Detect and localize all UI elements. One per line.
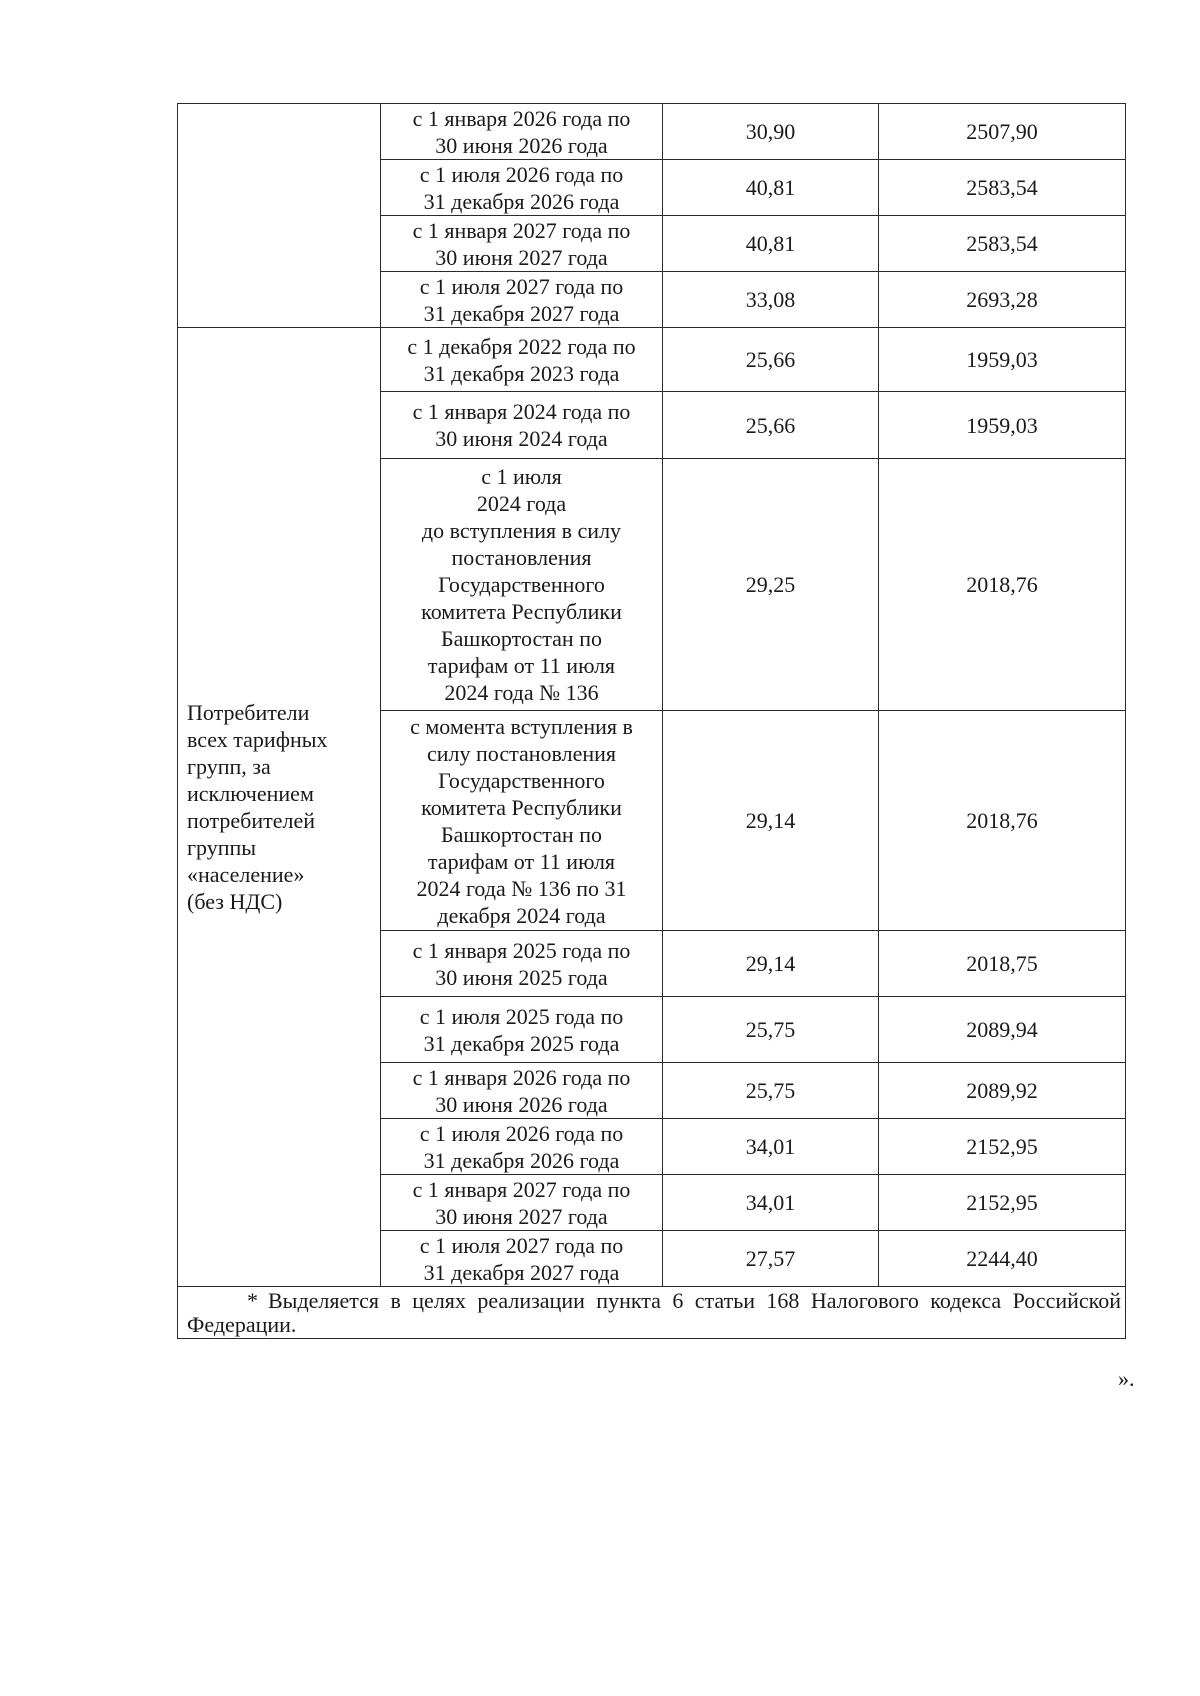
value-a-cell: 29,14 <box>663 931 879 997</box>
period-line: 31 декабря 2026 года <box>423 1147 620 1173</box>
table-row <box>178 328 1126 392</box>
period-cell <box>381 711 663 931</box>
period-cell <box>381 1063 663 1119</box>
period-line: Государственного <box>438 572 605 597</box>
period-line: с 1 июля 2027 года по <box>419 273 624 299</box>
period-line: Башкортостан по <box>441 821 602 847</box>
value-b-cell: 2089,92 <box>879 1063 1126 1119</box>
period-line: 30 июня 2024 года <box>435 426 608 451</box>
value-a-cell: 25,66 <box>663 392 879 459</box>
period-line: 30 июня 2027 года <box>435 1203 608 1229</box>
value-a-cell: 27,57 <box>663 1231 879 1287</box>
period-cell <box>381 1119 663 1175</box>
period-line: 31 декабря 2027 года <box>423 300 620 326</box>
value-a-cell: 30,90 <box>663 104 879 160</box>
value-a-cell: 40,81 <box>663 216 879 272</box>
value-b-cell: 2507,90 <box>879 104 1126 160</box>
value-a-cell: 34,01 <box>663 1119 879 1175</box>
period-line: с 1 января 2025 года по <box>412 937 631 963</box>
period-line: комитета Республики <box>421 599 622 624</box>
consumer-group-line: всех тарифных <box>187 727 328 752</box>
period-cell <box>381 997 663 1063</box>
value-b-cell: 2018,76 <box>879 459 1126 711</box>
period-line: до вступления в силу <box>421 518 622 543</box>
consumer-group-line: потребителей <box>187 808 315 833</box>
period-line: с 1 января 2026 года по <box>412 1064 631 1090</box>
tariff-table <box>177 103 1126 1339</box>
period-cell <box>381 104 663 160</box>
period-line: 31 декабря 2027 года <box>423 1259 620 1285</box>
footnote-text: Выделяется в целях реализации пункта 6 статьи 168 Налогового кодекса Российской Федерации. <box>187 1287 1121 1337</box>
period-line: с момента вступления в <box>410 713 633 739</box>
consumer-group-cell <box>178 328 381 1287</box>
period-line: 2024 года <box>476 491 567 516</box>
value-b-cell: 2152,95 <box>879 1119 1126 1175</box>
period-cell <box>381 216 663 272</box>
period-line: 2024 года № 136 по 31 <box>416 875 627 901</box>
value-b-cell: 2693,28 <box>879 272 1126 328</box>
consumer-group-line: группы <box>187 835 257 860</box>
period-line: с 1 июля 2027 года по <box>419 1232 624 1258</box>
period-line: Башкортостан по <box>441 626 602 651</box>
consumer-group-line: Потребители <box>187 700 310 725</box>
footnote-marker: * <box>247 1287 258 1313</box>
period-line: 30 июня 2026 года <box>435 132 608 158</box>
period-line: с 1 декабря 2022 года по <box>407 333 636 359</box>
period-line: комитета Республики <box>421 794 622 820</box>
table-row <box>178 104 1126 160</box>
value-b-cell: 2244,40 <box>879 1231 1126 1287</box>
period-line: Государственного <box>438 767 605 793</box>
value-a-cell: 33,08 <box>663 272 879 328</box>
value-b-cell: 2018,76 <box>879 711 1126 931</box>
value-a-cell: 29,14 <box>663 711 879 931</box>
period-line: 31 декабря 2026 года <box>423 188 620 214</box>
period-line: тарифам от 11 июля <box>427 653 616 678</box>
value-b-cell: 2152,95 <box>879 1175 1126 1231</box>
value-b-cell: 2583,54 <box>879 216 1126 272</box>
period-cell <box>381 328 663 392</box>
period-cell <box>381 392 663 459</box>
consumer-group-line: групп, за <box>187 754 271 779</box>
consumer-group-line: «население» <box>187 862 305 887</box>
footnote-cell <box>178 1287 1126 1339</box>
value-b-cell: 2018,75 <box>879 931 1126 997</box>
value-b-cell: 1959,03 <box>879 392 1126 459</box>
period-cell <box>381 272 663 328</box>
period-cell <box>381 931 663 997</box>
period-line: с 1 июля 2026 года по <box>419 161 624 187</box>
period-line: 30 июня 2025 года <box>435 964 608 990</box>
period-line: 2024 года № 136 <box>444 680 599 705</box>
consumer-group-line: (без НДС) <box>187 889 283 914</box>
value-a-cell: 25,75 <box>663 1063 879 1119</box>
period-cell <box>381 1175 663 1231</box>
value-b-cell: 2583,54 <box>879 160 1126 216</box>
period-line: декабря 2024 года <box>437 902 606 928</box>
value-a-cell: 34,01 <box>663 1175 879 1231</box>
period-line: с 1 января 2027 года по <box>412 217 631 243</box>
period-line: тарифам от 11 июля <box>427 848 616 874</box>
period-line: с 1 июля 2025 года по <box>419 1003 624 1029</box>
consumer-group-cell <box>178 104 381 328</box>
period-cell <box>381 160 663 216</box>
period-cell <box>381 459 663 711</box>
period-line: постановления <box>451 545 592 570</box>
value-a-cell: 29,25 <box>663 459 879 711</box>
period-line: 31 декабря 2025 года <box>423 1030 620 1056</box>
period-line: с 1 июля <box>481 464 562 489</box>
period-line: силу постановления <box>426 740 617 766</box>
period-line: с 1 января 2027 года по <box>412 1176 631 1202</box>
period-line: 30 июня 2026 года <box>435 1091 608 1117</box>
footnote-row <box>178 1287 1126 1339</box>
value-a-cell: 25,66 <box>663 328 879 392</box>
value-a-cell: 40,81 <box>663 160 879 216</box>
tariff-table-body <box>178 104 1126 1339</box>
period-line: 31 декабря 2023 года <box>423 360 620 386</box>
value-b-cell: 1959,03 <box>879 328 1126 392</box>
closing-mark: ». <box>1118 1366 1135 1391</box>
period-line: 30 июня 2027 года <box>435 244 608 270</box>
value-a-cell: 25,75 <box>663 997 879 1063</box>
period-line: с 1 июля 2026 года по <box>419 1120 624 1146</box>
value-b-cell: 2089,94 <box>879 997 1126 1063</box>
consumer-group-line: исключением <box>187 781 314 806</box>
period-cell <box>381 1231 663 1287</box>
period-line: с 1 января 2026 года по <box>412 105 631 131</box>
period-line: с 1 января 2024 года по <box>412 399 631 424</box>
